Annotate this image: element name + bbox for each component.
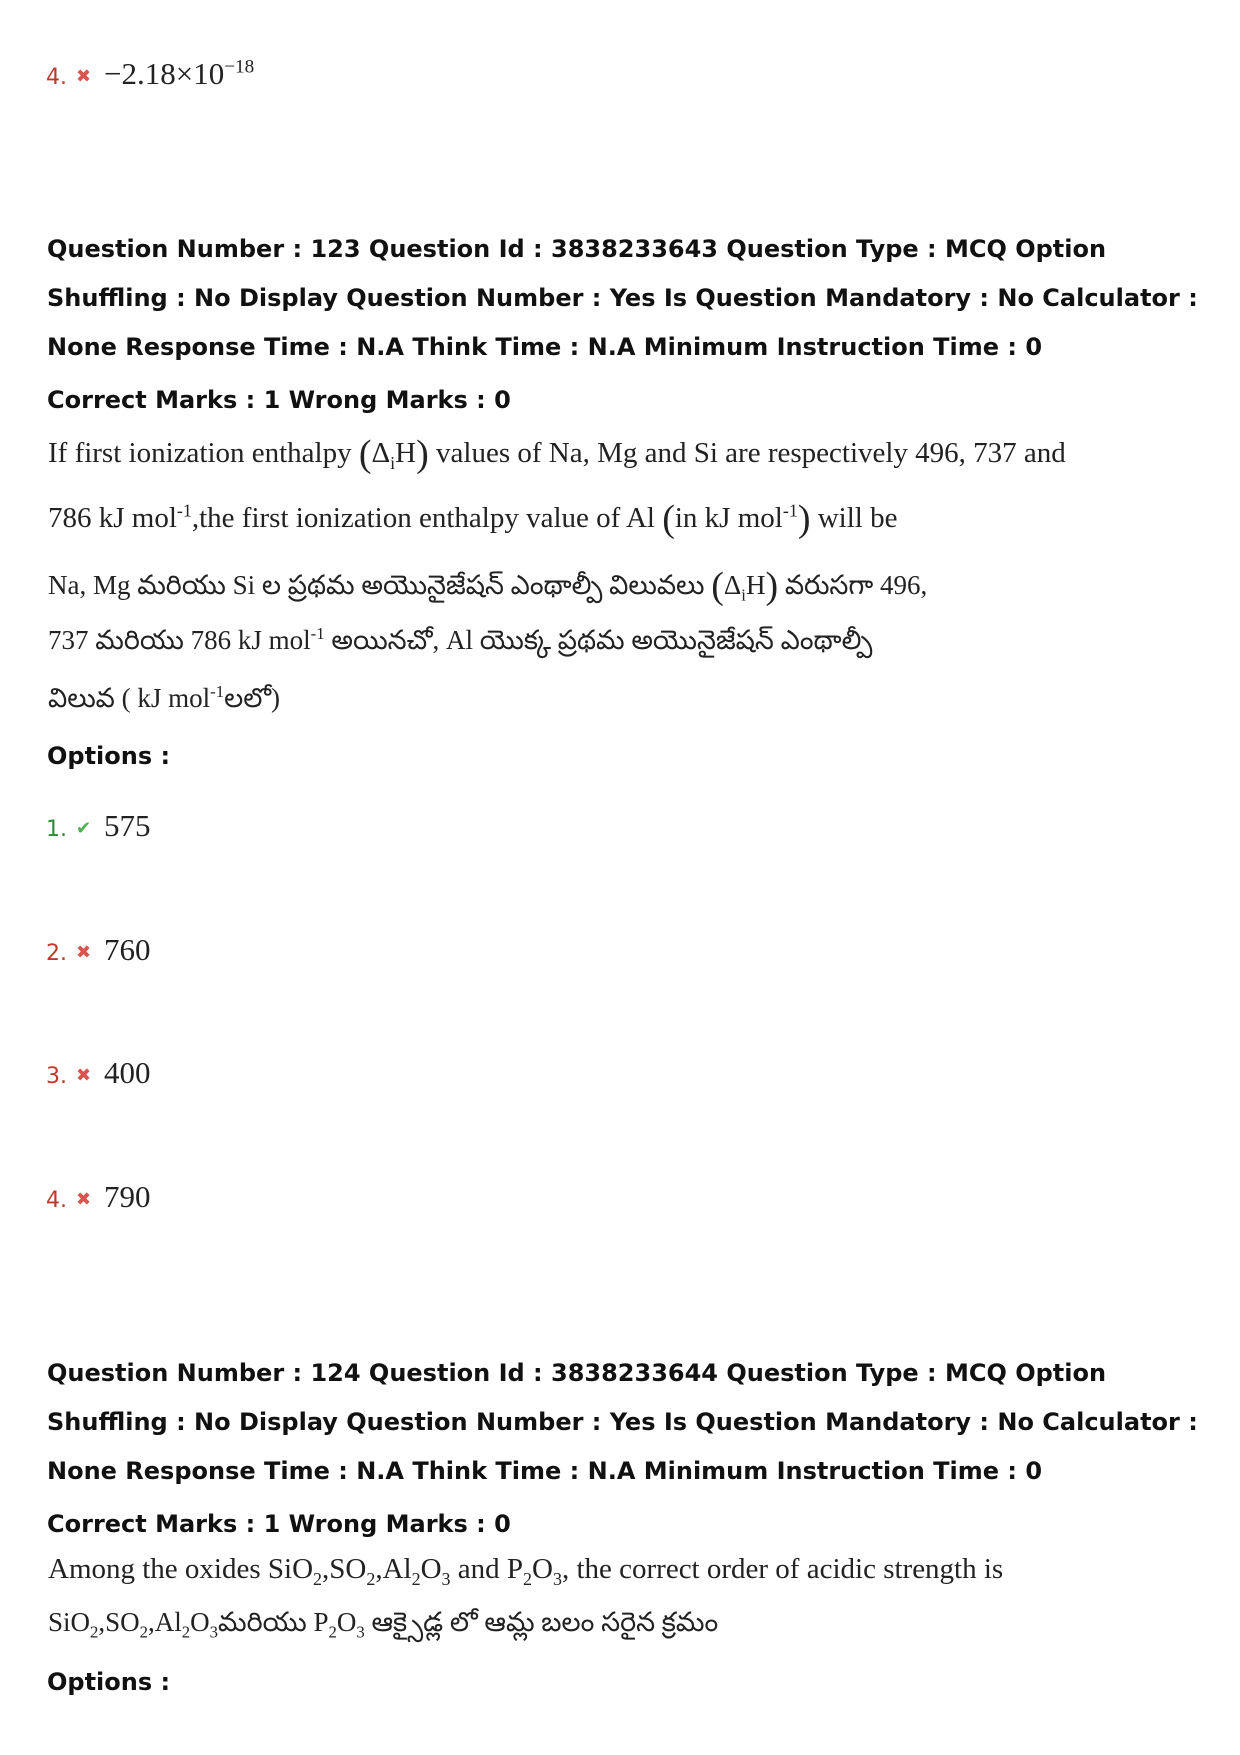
option-number: 2.: [46, 941, 67, 966]
q123-meta: Question Number : 123 Question Id : 3838233643 Question Type : MCQ Option Shuffling : No Display Question Number : Yes Is Question Mandatory : No Calculator : None Response Time : N.A Think Time : N.A Minimum Instruction Time : 0: [47, 235, 1198, 361]
cross-icon: ✖: [76, 1189, 92, 1210]
option-number: 4.: [46, 1188, 67, 1213]
q124-meta: Question Number : 124 Question Id : 3838233644 Question Type : MCQ Option Shuffling : No Display Question Number : Yes Is Question Mandatory : No Calculator : None Response Time : N.A Think Time : N.A Minimum Instruction Time : 0: [47, 1359, 1198, 1485]
option-number: 4.: [46, 65, 67, 90]
q123-option-4: [46, 1179, 151, 1215]
option-value: 575: [104, 808, 151, 843]
option-value: 760: [104, 932, 151, 967]
q123-option-3: [46, 1055, 151, 1091]
q124-marks: Correct Marks : 1 Wrong Marks : 0: [47, 1510, 511, 1538]
q124-english-line: Among the oxides $SiO_2,SO_2,Al_2O_3$ and $P_2O_3$, the correct order of acidic strength is: [48, 1553, 1004, 1589]
prev-option-4: [46, 56, 254, 92]
q123-english-line-1: If first ionization enthalpy $(\Delta_iH)$ values of Na, Mg and Si are respectively 496, 737 and: [48, 433, 1066, 475]
cross-icon: ✖: [76, 66, 92, 87]
q123-telugu-line-3: విలువ ( kJ mol$^{-1}$లలో): [48, 682, 281, 713]
option-value: 400: [104, 1055, 151, 1090]
q123-telugu-line-1: Na, Mg మరియు Si ల ప్రథమ అయొనైజేషన్ ఎంథాల్పీ విలువలు $(\Delta_iH)$ వరుసగా 496,: [48, 565, 928, 607]
cross-icon: ✖: [76, 1065, 92, 1086]
option-number: 1.: [46, 817, 67, 842]
q124-options-label: Options :: [47, 1668, 171, 1696]
q123-option-2: [46, 932, 151, 968]
option-value: $-2.18\times 10^{-18}$: [104, 56, 255, 91]
option-number: 3.: [46, 1064, 67, 1089]
check-icon: ✔: [76, 818, 92, 839]
q123-option-1: [46, 808, 151, 844]
q123-english-line-2: 786 kJ mol$^{-1}$,the first ionization enthalpy value of Al (in kJ mol$^{-1}$) will be: [48, 498, 898, 540]
q123-options-label: Options :: [47, 742, 171, 770]
option-value: 790: [104, 1179, 151, 1214]
q123-telugu-line-2: 737 మరియు 786 kJ mol$^{-1}$ అయినచో, Al యొక్క ప్రథమ అయొనైజేషన్ ఎంథాల్పీ: [48, 624, 873, 655]
q124-telugu-line: $SiO_2,SO_2,Al_2O_3మరియు$ $P_2O_3$ ఆక్సైడ్ల లో ఆమ్ల బలం సరైన క్రమం: [48, 1607, 719, 1642]
q123-marks: Correct Marks : 1 Wrong Marks : 0: [47, 386, 511, 414]
cross-icon: ✖: [76, 942, 92, 963]
